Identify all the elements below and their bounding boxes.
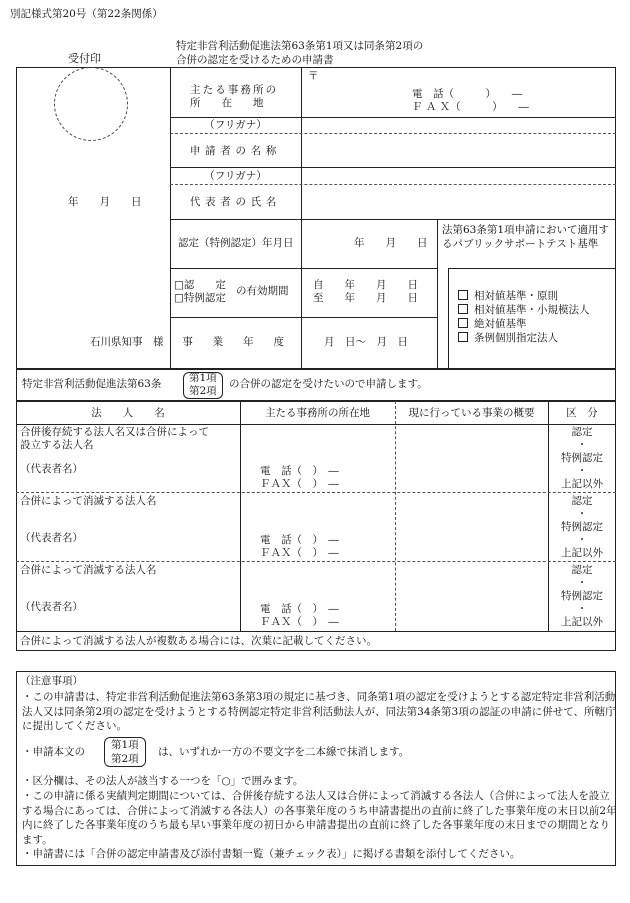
validity-option-special[interactable]: □特例認定 xyxy=(174,292,226,304)
checkbox-icon xyxy=(458,332,468,342)
validity-option-cert[interactable]: □認 定 xyxy=(174,279,226,291)
validity-to: 至 年 月 日 xyxy=(313,292,418,304)
cert-date-label: 認定（特例認定）年月日 xyxy=(178,237,294,249)
row1-fax: ＦＡＸ（ ） ― xyxy=(260,478,339,490)
row1-category[interactable]: 認定 ・ 特例認定 ・ 上記以外 xyxy=(561,426,603,490)
row1-name-line1: 合併後存続する法人名又は合併によって xyxy=(20,426,209,438)
row2-name: 合併によって消滅する法人名 xyxy=(20,495,157,507)
col-header-address: 主たる事務所の所在地 xyxy=(265,407,370,419)
validity-suffix: の有効期間 xyxy=(236,285,289,297)
checkbox-icon xyxy=(458,318,468,328)
note-clause-2: 第2項 xyxy=(111,753,139,765)
row3-name: 合併によって消滅する法人名 xyxy=(20,564,157,576)
note-4: ・この申請に係る実績判定期間については、合併後存続する法人又は合併によって消滅する各法人（合併によって法人を設立する場合にあっては、合併によって消滅する各法人）の各事業年度のうち申請書提出の直前に終了した事業年度の末日以前2年内に終了した各事業年度のうち最も早い事業年度の初日から申請書提出の直前に終了した各事業年度の末日までの期間となります。 xyxy=(22,790,617,846)
title-line-2: 合併の認定を受けるための申請書 xyxy=(176,54,334,66)
address-fax: Ｆ Ａ Ｘ（ ） ― xyxy=(412,101,529,113)
representative-label: 代表者の氏名 xyxy=(189,196,282,208)
row1-name-line2: 設立する法人名 xyxy=(20,439,94,451)
pst-option-4[interactable]: 条例個別指定法人 xyxy=(458,332,558,345)
col-header-name: 法 人 名 xyxy=(91,407,165,419)
cert-date-value: 年 月 日 xyxy=(354,237,428,249)
receipt-stamp-area xyxy=(54,67,128,141)
checkbox-icon xyxy=(458,290,468,300)
validity-from: 自 年 月 日 xyxy=(313,279,418,291)
pst-header: 法第63条第1項申請において適用するパブリックサポートテスト基準 xyxy=(442,224,610,250)
note-2-suffix: は、いずれか一方の不要文字を二本線で抹消します。 xyxy=(158,746,410,758)
furigana-label-1: （フリガナ） xyxy=(204,119,267,131)
row3-fax: ＦＡＸ（ ） ― xyxy=(260,616,339,628)
pst-option-1[interactable]: 相対値基準・原則 xyxy=(458,290,558,303)
checkbox-icon xyxy=(458,304,468,314)
address-label-2: 所 在 地 xyxy=(190,97,264,109)
note-5: ・申請書には「合併の認定申請書及び添付書類一覧（兼チェック表）」に掲げる書類を添付してください。 xyxy=(22,848,521,860)
application-date: 年 月 日 xyxy=(68,196,142,208)
pst-option-2[interactable]: 相対値基準・小規模法人 xyxy=(458,304,590,317)
statement-prefix: 特定非営利活動促進法第63条 xyxy=(22,378,162,390)
row2-rep: （代表者名） xyxy=(20,532,83,544)
row2-fax: ＦＡＸ（ ） ― xyxy=(260,547,339,559)
fiscal-year-value: 月 日〜 月 日 xyxy=(324,336,408,348)
notes-title: （注意事項） xyxy=(20,675,83,687)
applicant-name-label: 申請者の名称 xyxy=(189,145,282,157)
row2-tel: 電 話（ ） ― xyxy=(260,534,339,546)
clause-1: 第1項 xyxy=(189,372,217,384)
col-header-business: 現に行っている事業の概要 xyxy=(408,407,535,419)
applicant-name-field[interactable] xyxy=(304,136,614,165)
note-1: ・この申請書は、特定非営利活動促進法第63条第3項の規定に基づき、同条第1項の認定を受けようとする認定特定非営利活動法人又は同条第2項の認定を受けようとする特例認定特定非営利活動法人が、同法第34条第3項の認証の申請に併せて、所轄庁に提出してください。 xyxy=(22,691,616,732)
row1-tel: 電 話（ ） ― xyxy=(260,465,339,477)
fiscal-year-label: 事 業 年 度 xyxy=(182,336,289,348)
form-id: 別記様式第20号（第22条関係） xyxy=(10,8,163,20)
row1-rep: （代表者名） xyxy=(20,463,83,475)
note-clause-1: 第1項 xyxy=(111,739,139,751)
furigana-label-2: （フリガナ） xyxy=(204,170,267,182)
note-3: ・区分欄は、その法人が該当する一つを「○」で囲みます。 xyxy=(22,775,304,787)
addressee: 石川県知事 様 xyxy=(90,336,164,348)
address-tel: 電 話（ ） ― xyxy=(412,88,523,100)
title-line-1: 特定非営利活動促進法第63条第1項又は同条第2項の xyxy=(176,40,424,52)
statement-suffix: の合併の認定を受けたいので申請します。 xyxy=(229,378,428,390)
representative-field[interactable] xyxy=(304,187,614,217)
row3-tel: 電 話（ ） ― xyxy=(260,603,339,615)
col-header-category: 区 分 xyxy=(566,407,598,419)
note-2-prefix: ・申請本文の xyxy=(22,746,85,758)
clause-2: 第2項 xyxy=(189,385,217,397)
row2-category[interactable]: 認定 ・ 特例認定 ・ 上記以外 xyxy=(561,495,603,559)
table-footer: 合併によって消滅する法人が複数ある場合には、次葉に記載してください。 xyxy=(20,635,377,647)
postal-mark: 〒 xyxy=(308,70,319,82)
stamp-label: 受付印 xyxy=(68,52,101,65)
pst-option-3[interactable]: 絶対値基準 xyxy=(458,318,527,331)
row3-category[interactable]: 認定 ・ 特例認定 ・ 上記以外 xyxy=(561,564,603,628)
address-label-1: 主たる事務所の xyxy=(190,84,279,96)
row3-rep: （代表者名） xyxy=(20,601,83,613)
